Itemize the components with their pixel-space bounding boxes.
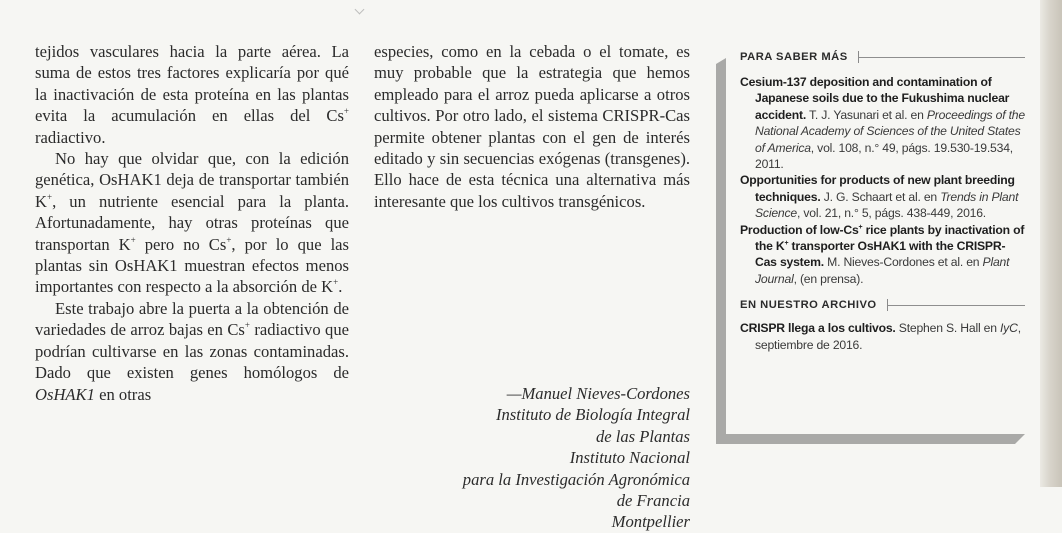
superscript: +	[130, 234, 136, 245]
text: Production of low-Cs	[740, 222, 859, 237]
chevron-down-icon	[355, 5, 365, 15]
reference-journal: IyC	[1000, 321, 1018, 336]
text: , por lo que las plantas sin OsHAK1 muestran efectos menos importantes con respecto a la absorción de K	[35, 234, 349, 297]
text: pero no Cs	[135, 234, 227, 254]
text: rice plants by inactivation of the K	[755, 222, 1025, 254]
reference-title: Cesium-137 deposition and contamination of Japanese soils due to the Fukushima nuclear accident.	[740, 75, 1010, 122]
reference-item	[740, 172, 1025, 221]
paragraph-3	[35, 298, 349, 405]
affiliation-line: de las Plantas	[595, 426, 690, 446]
affiliation-line: Montpellier	[611, 512, 690, 532]
superscript: +	[244, 320, 250, 331]
text: .	[338, 277, 343, 297]
text: radiactivo que podrían cultivarse en las zonas contaminadas. Dado que existen genes homólogos de	[35, 320, 349, 383]
affiliation-line: Instituto Nacional	[569, 448, 690, 468]
box-frame-bottom	[716, 434, 1025, 444]
signature-author: —Manuel Nieves-Cordones	[506, 384, 690, 403]
reference-details: , vol. 21, n.° 5, págs. 438-449, 2016.	[796, 206, 986, 221]
affiliation-line: Instituto de Biología Integral	[495, 405, 690, 425]
text: tejidos vasculares hacia la parte aérea. La suma de estos tres factores explicaría por qué la inactivación de esta proteína en las plantas evita la acumulación en ellas del Cs	[35, 42, 349, 126]
reference-title: CRISPR llega a los cultivos.	[740, 321, 896, 336]
reference-authors: T. J. Yasunari et al. en	[809, 107, 924, 122]
text: Este trabajo abre la puerta a la obtención de variedades de arroz bajas en Cs	[35, 298, 349, 340]
reference-journal: Plant Journal	[755, 255, 1010, 286]
paragraph-2	[35, 148, 349, 298]
box-frame-left	[716, 58, 726, 444]
reference-authors: J. G. Schaart et al. en	[823, 189, 937, 204]
superscript: +	[784, 240, 789, 248]
page-gutter-edge	[1040, 0, 1062, 487]
reference-details: , vol. 108, n.° 49, págs. 19.530-19.534, 2011.	[755, 140, 1013, 172]
superscript: +	[226, 234, 232, 245]
signature-block	[374, 383, 690, 533]
divider	[859, 57, 1025, 58]
section-heading-en-nuestro-archivo	[740, 298, 1025, 312]
superscript: +	[333, 277, 339, 288]
superscript: +	[46, 191, 53, 202]
reference-item	[740, 320, 1025, 353]
text: No hay que olvidar que, con la edición genética, OsHAK1 deja de transportar también K	[35, 149, 349, 211]
reference-journal: Proceedings of the National Academy of Sciences of the United States of America	[755, 107, 1025, 155]
text: radiactivo.	[35, 127, 106, 147]
text: , un nutriente esencial para la planta. Afortunadamente, hay otras proteínas que transportan K	[35, 191, 349, 254]
further-reading-box	[716, 50, 1025, 444]
text: en otras	[94, 384, 152, 404]
affiliation-line: de Francia	[616, 491, 690, 511]
article-column-left	[35, 41, 349, 405]
reference-item	[740, 74, 1025, 172]
reference-journal: Trends in Plant Science	[755, 189, 1019, 221]
superscript: +	[858, 223, 863, 231]
text: transporter OsHAK1 with the CRISPR-Cas system.	[755, 239, 1006, 270]
gene-name: OsHAK1	[35, 384, 95, 404]
paragraph-1	[35, 41, 349, 148]
heading-text: PARA SABER MÁS	[740, 51, 848, 63]
section-heading-para-saber-mas	[740, 50, 1025, 64]
reference-authors: Stephen S. Hall en	[898, 321, 997, 336]
superscript: +	[343, 106, 349, 117]
divider	[888, 305, 1025, 306]
affiliation-line: para la Investigación Agronómica	[462, 469, 690, 489]
reference-details: , (en prensa).	[793, 271, 864, 286]
reference-title: Opportunities for products of new plant breeding techniques.	[740, 173, 1015, 204]
archive-section	[740, 298, 1025, 353]
reference-details: , septiembre de 2016.	[755, 321, 1021, 352]
reference-item	[740, 222, 1025, 288]
paragraph-4: especies, como en la cebada o el tomate, es muy probable que la estrategia que hemos empleado para el arroz pueda aplicarse a otros cultivos. Por otro lado, el sistema CRISPR-Cas permite obtener plantas con el gen de interés editado y sin secuencias exógenas (transgenes). Ello hace de esta técnica una alternativa más interesante que los cultivos transgénicos.	[374, 42, 690, 211]
reference-authors: M. Nieves-Cordones et al. en	[827, 255, 980, 270]
heading-text: EN NUESTRO ARCHIVO	[740, 299, 877, 312]
article-column-middle	[374, 41, 690, 212]
